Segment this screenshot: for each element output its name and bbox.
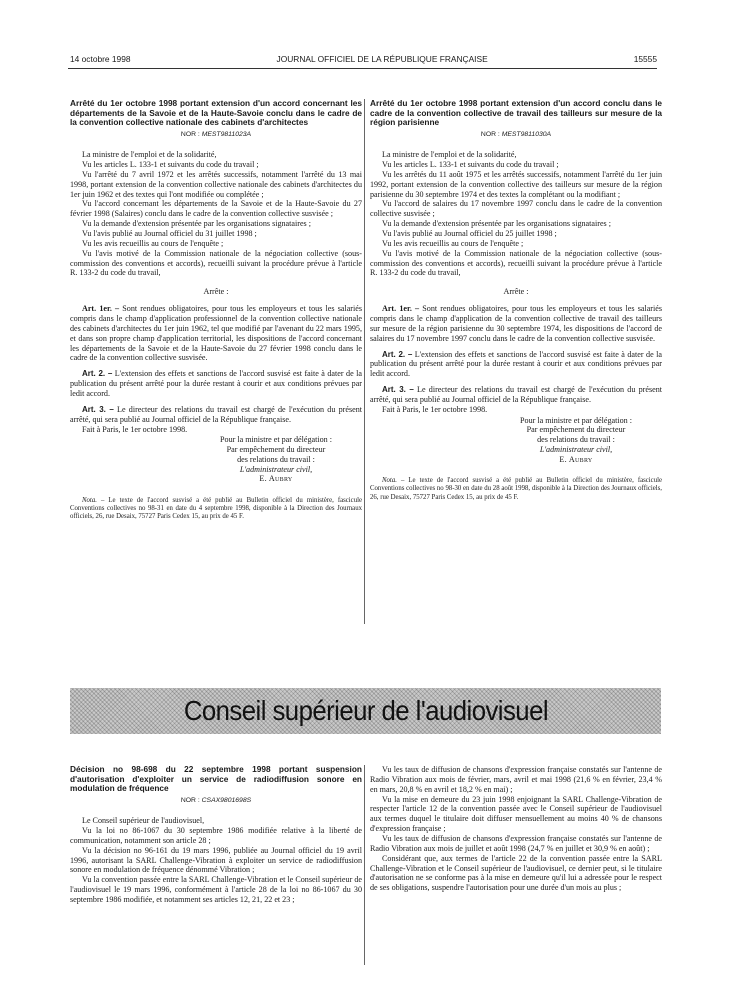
visa-paragraph: Vu la mise en demeure du 23 juin 1998 enjoignant la SARL Challenge-Vibration de respecter l'article 12 de la convention passée avec le Conseil supérieur de l'audiovisuel aux termes duquel le titulaire doit diffuser mensuellement au moins 40 % de chansons d'expression française ; [370, 794, 662, 834]
decree-left [70, 99, 362, 521]
visa-paragraph: Vu la demande d'extension présentée par les organisations signataires ; [382, 219, 611, 229]
nota-note [370, 477, 662, 501]
nota-label: Nota. – [82, 496, 105, 504]
article-2 [70, 369, 362, 399]
signature-line: Pour la ministre et par délégation : [520, 415, 632, 425]
article-label: Art. 2. – [382, 349, 413, 359]
decision-title: Décision no 98-698 du 22 septembre 1998 portant suspension d'autorisation d'exploiter un service de radiodiffusion sonore en modulation de fréquence [70, 764, 362, 794]
section-banner-title: Conseil supérieur de l'audiovisuel [183, 695, 548, 726]
signature-line: des relations du travail : [537, 435, 615, 445]
decree-right [370, 99, 662, 502]
visa-paragraph: Vu l'avis publié au Journal officiel du 31 juillet 1998 ; [82, 228, 257, 238]
nota-text: Le texte de l'accord susvisé a été publié au Bulletin officiel du ministère, fascicule Conventions collectives no 98-31 en date du 4 septembre 1998, disponible à la Direction des Journaux officiels, 26, rue Desaix, 75727 Paris Cedex 15, au prix de 45 F. [70, 496, 363, 521]
visa-paragraph: Vu la demande d'extension présentée par les organisations signataires ; [82, 219, 311, 229]
signatory-name: E. Aubry [559, 454, 593, 464]
nor-reference [70, 131, 362, 139]
article-text: L'extension des effets et sanctions de l'accord susvisé est faite à dater de la publication du présent arrêté pour la durée restant à courir et aux conditions prévues par ledit accord. [370, 349, 663, 379]
column-divider-top [364, 99, 365, 624]
decision-left-column [70, 765, 362, 905]
visa-paragraph: Vu la loi no 86-1067 du 30 septembre 1986 modifiée relative à la liberté de communication, notamment son article 28 ; [70, 825, 362, 845]
signature-role: L'administrateur civil, [239, 464, 313, 474]
article-2 [370, 350, 662, 380]
article-label: Art. 3. – [82, 404, 114, 414]
visa-paragraph: Vu les taux de diffusion de chansons d'expression française constatés sur l'antenne de Radio Vibration aux mois de juillet et août 1998 (24,7 % en juillet et 30,9 % en août) ; [370, 834, 662, 853]
article-label: Art. 1er. – [82, 304, 120, 314]
decree-title: Arrêté du 1er octobre 1998 portant extension d'un accord conclu dans le cadre de la convention collective de travail des tailleurs sur mesure de la région parisienne [370, 98, 662, 128]
nota-label: Nota. – [382, 477, 405, 485]
nor-label: NOR : [180, 130, 200, 138]
article-label: Art. 3. – [382, 385, 414, 395]
signature-block [490, 416, 662, 465]
nota-note [70, 497, 362, 521]
decree-title: Arrêté du 1er octobre 1998 portant extension d'un accord concernant les départements de la Savoie et de la Haute-Savoie conclu dans le cadre de la convention collective nationale des cabinets d'architectes [70, 98, 362, 128]
visa-paragraph: Le Conseil supérieur de l'audiovisuel, [82, 816, 205, 826]
article-label: Art. 1er. – [382, 304, 420, 314]
decision-right-column [370, 765, 662, 893]
visa-paragraph: Vu la décision no 96-161 du 19 mars 1996, publiée au Journal officiel du 19 avril 1996, autorisant la SARL Challenge-Vibration à exploiter un service de radiodiffusion sonore en modulation de fréquence dénommé Vibration ; [70, 845, 362, 875]
visa-paragraph: La ministre de l'emploi et de la solidarité, [82, 150, 217, 160]
nota-text: Le texte de l'accord susvisé a été publié au Bulletin officiel du ministère, fascicule Conventions collectives no 98-30 en date du 28 août 1998, disponible à la Direction des Journaux officiels, 26, rue Desaix, 75727 Paris Cedex 15, au prix de 45 F. [370, 477, 663, 501]
nor-code: MEST9811023A [201, 130, 252, 138]
visa-paragraph: Vu les taux de diffusion de chansons d'expression française constatés sur l'antenne de Radio Vibration aux mois de février, mars, avril et mai 1998 (21,6 % en février, 23,4 % en mars, 20,8 % en avril et 18,2 % en mai) ; [370, 765, 662, 794]
done-at: Fait à Paris, le 1er octobre 1998. [82, 424, 188, 434]
visa-paragraph: Vu l'avis motivé de la Commission nationale de la négociation collective (sous-commission des conventions et accords), recueilli suivant la procédure prévue à l'article R. 133-2 du code du travail, [370, 248, 662, 278]
header-page-number: 15555 [633, 54, 657, 64]
done-at: Fait à Paris, le 1er octobre 1998. [382, 404, 488, 414]
header-journal-title: JOURNAL OFFICIEL DE LA RÉPUBLIQUE FRANÇAISE [276, 54, 488, 64]
header-rule [68, 68, 657, 69]
header-date: 14 octobre 1998 [70, 54, 131, 64]
visa-paragraph: Vu les avis recueillis au cours de l'enquête ; [382, 238, 524, 248]
article-text: Sont rendues obligatoires, pour tous les employeurs et tous les salariés compris dans le champ d'application de la convention collective de travail des tailleurs sur mesure de la région parisienne du 30 septembre 1974, les dispositions de l'accord de salaires du 17 novembre 1997 conclu dans le cadre de la convention collective susvisée. [370, 304, 662, 343]
article-1 [70, 304, 362, 363]
nor-code: MEST9811030A [501, 130, 552, 138]
visa-paragraph: Vu l'arrêté du 7 avril 1972 et les arrêtés successifs, notamment l'arrêté du 13 mai 1998, portant extension de la convention collective nationale des cabinets d'architectes du 1er juin 1962 et des textes qui l'ont modifiée ou complétée ; [70, 169, 362, 199]
article-3 [370, 385, 662, 405]
running-head [70, 52, 657, 66]
column-divider-bottom [364, 765, 365, 965]
nor-label: NOR : [480, 130, 500, 138]
signature-line: Par empêchement du directeur [526, 425, 626, 435]
visa-paragraph: La ministre de l'emploi et de la solidarité, [382, 150, 517, 160]
visa-paragraph: Vu l'avis motivé de la Commission nationale de la négociation collective (sous-commission des conventions et accords), recueilli suivant la procédure prévue à l'article R. 133-2 du code du travail, [70, 248, 362, 278]
nor-reference [70, 797, 362, 805]
article-label: Art. 2. – [82, 369, 113, 379]
article-text: Le directeur des relations du travail est chargé de l'exécution du présent arrêté, qui sera publié au Journal officiel de la République française. [370, 385, 662, 405]
section-banner [70, 688, 661, 734]
nor-code: CSAX9801698S [201, 796, 252, 804]
article-text: Sont rendues obligatoires, pour tous les employeurs et tous les salariés compris dans le champ d'application professionnel de la convention collective nationale des cabinets d'architectes du 1er juin 1962, tel que modifié par l'avenant du 22 mars 1995, et dans son propre champ d'application territorial, les dispositions de l'accord concernant les départements de la Savoie et de la Haute-Savoie du 27 février 1998 conclu dans le cadre de la convention collective susvisée. [70, 304, 362, 363]
signature-line: des relations du travail : [237, 454, 315, 464]
article-text: L'extension des effets et sanctions de l'accord susvisé est faite à dater de la publication du présent arrêté pour la durée restant à courir et aux conditions prévues par ledit accord. [70, 369, 363, 399]
visa-paragraph: Vu l'accord de salaires du 17 novembre 1997 conclu dans le cadre de la convention collective susvisée ; [370, 199, 662, 219]
signature-block [190, 435, 362, 484]
visa-paragraph: Vu la convention passée entre la SARL Challenge-Vibration et le Conseil supérieur de l'audiovisuel le 19 mars 1996, conformément à l'article 28 de la loi no 86-1067 du 30 septembre 1986 modifiée, et notamment ses articles 12, 21, 22 et 23 ; [70, 875, 362, 904]
visa-paragraph: Vu les arrêtés du 11 août 1975 et les arrêtés successifs, notamment l'arrêté du 1er juin 1992, portant extension de la convention collective des tailleurs sur mesure de la région parisienne du 30 septembre 1974 et des textes la complétant ou la modifiant ; [370, 169, 662, 199]
signature-role: L'administrateur civil, [539, 444, 613, 454]
considerant-paragraph: Considérant que, aux termes de l'article 22 de la convention passée entre la SARL Challenge-Vibration et le Conseil supérieur de l'audiovisuel, ce dernier peut, si le titulaire d'autorisation ne se conforme pas à la mise en demeure qu'il lui a adressée pour le respect de ses obligations, suspendre l'autorisation pour une durée d'un mois au plus ; [370, 853, 662, 893]
signature-line: Par empêchement du directeur [226, 445, 326, 455]
signatory-name: E. Aubry [259, 474, 293, 484]
arrete-heading: Arrête : [203, 287, 229, 297]
visa-paragraph: Vu les articles L. 133-1 et suivants du code du travail ; [382, 159, 559, 169]
visa-paragraph: Vu les avis recueillis au cours de l'enquête ; [82, 238, 224, 248]
article-text: Le directeur des relations du travail est chargé de l'exécution du présent arrêté, qui sera publié au Journal officiel de la République française. [70, 404, 362, 424]
arrete-heading: Arrête : [503, 287, 529, 297]
visa-paragraph: Vu l'accord concernant les départements de la Savoie et de la Haute-Savoie du 27 février 1998 (Salaires) conclu dans le cadre de la convention collective susvisée ; [70, 199, 362, 219]
article-1 [370, 304, 662, 343]
nor-label: NOR : [180, 796, 200, 804]
signature-line: Pour la ministre et par délégation : [220, 435, 332, 445]
nor-reference [370, 131, 662, 139]
article-3 [70, 405, 362, 425]
visa-paragraph: Vu les articles L. 133-1 et suivants du code du travail ; [82, 159, 259, 169]
visa-paragraph: Vu l'avis publié au Journal officiel du 25 juillet 1998 ; [382, 228, 557, 238]
